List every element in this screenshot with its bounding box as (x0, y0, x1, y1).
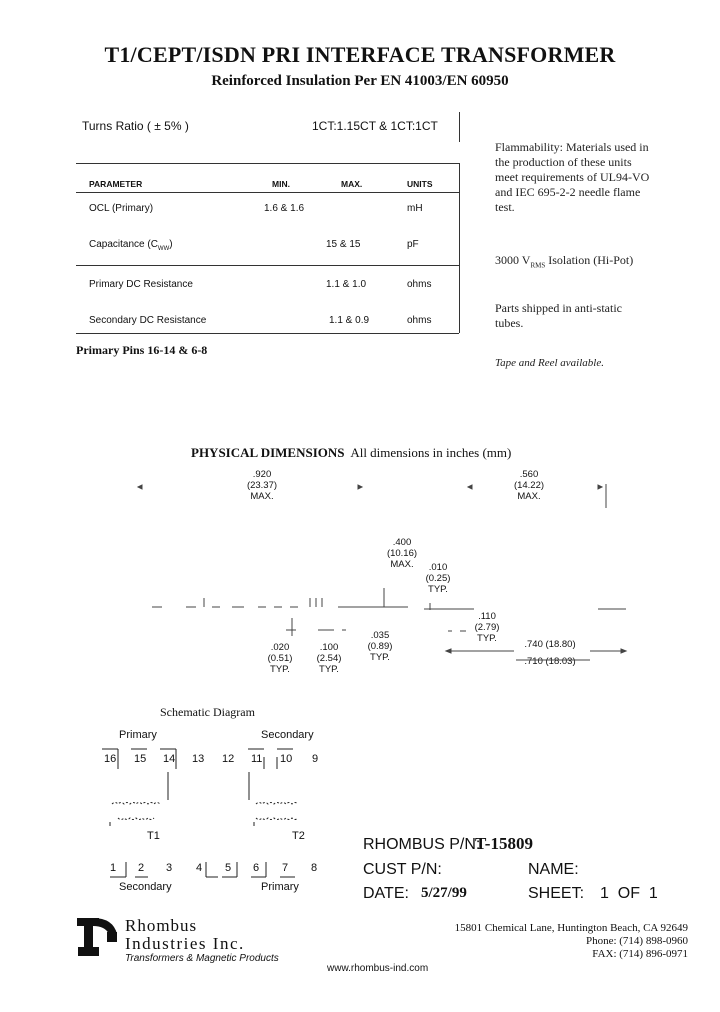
company-name-1: Rhombus (125, 916, 198, 935)
table-cell: 1.1 & 1.0 (326, 279, 367, 290)
note-text: Isolation (Hi-Pot) (545, 253, 634, 267)
schematic-secondary-label-bottom: Secondary (119, 881, 172, 893)
pin-label: 6 (253, 862, 260, 874)
transformer-t2-label: T2 (292, 830, 305, 842)
table-cell: 15 & 15 (326, 239, 361, 250)
table-cell: Secondary DC Resistance (89, 315, 207, 326)
dimensions-heading-bold: PHYSICAL DIMENSIONS (191, 445, 345, 460)
sheet-value: 1 OF 1 (600, 885, 658, 902)
dim-text: .010 (428, 562, 448, 573)
dim-span-min: .710 (18.03) (524, 656, 576, 667)
company-tagline: Transformers & Magnetic Products (125, 953, 279, 964)
name-label: NAME: (528, 861, 579, 878)
note-line: the production of these units (495, 155, 632, 169)
dim-text: .560 (519, 469, 539, 480)
note-line: meet requirements of UL94-VO (495, 170, 650, 184)
page-title: T1/CEPT/ISDN PRI INTERFACE TRANSFORMER (104, 42, 616, 67)
cust-pn-label: CUST P/N: (363, 861, 442, 878)
page-subtitle: Reinforced Insulation Per EN 41003/EN 60950 (211, 73, 509, 89)
dim-text: (10.16) (386, 548, 418, 559)
header-min: MIN. (272, 179, 290, 189)
dim-text: .400 (392, 537, 412, 548)
rhombus-logo-icon (77, 918, 121, 956)
table-cell: ohms (407, 279, 432, 290)
company-phone: Phone: (714) 898-0960 (585, 935, 688, 947)
tape-note: Tape and Reel available. (495, 357, 604, 369)
pin-label: 3 (166, 862, 173, 874)
pin-label: 1 (110, 862, 117, 874)
note-text: 3000 V (495, 253, 531, 267)
date-label: DATE: (363, 885, 409, 902)
turns-ratio-label: Turns Ratio ( ± 5% ) (82, 119, 189, 133)
transformer-t1-label: T1 (147, 830, 160, 842)
dim-text: (2.79) (474, 622, 500, 633)
company-name-2: Industries Inc. (125, 934, 245, 953)
note-line: Flammability: Materials used in (495, 140, 649, 154)
dim-text: (0.89) (367, 641, 393, 652)
header-max: MAX. (341, 179, 363, 189)
company-fax: FAX: (714) 896-0971 (592, 948, 688, 960)
dim-text: TYP. (319, 664, 339, 675)
primary-pins-note: Primary Pins 16-14 & 6-8 (76, 343, 208, 357)
dim-text: (2.54) (316, 653, 342, 664)
table-cell-text: ) (169, 239, 173, 250)
dim-text: (23.37) (246, 480, 278, 491)
dim-text: TYP. (477, 633, 497, 644)
table-cell: OCL (Primary) (89, 203, 154, 214)
note-line: test. (495, 200, 515, 214)
schematic-secondary-label: Secondary (261, 729, 314, 741)
pin-label: 12 (222, 753, 235, 765)
dim-text: TYP. (428, 584, 448, 595)
table-cell-text: Capacitance (C (89, 239, 158, 250)
pin-label: 13 (192, 753, 205, 765)
t2-primary-winding (256, 803, 298, 805)
note-line: Parts shipped in anti-static (495, 301, 622, 315)
pin-label: 10 (280, 753, 293, 765)
dim-text: (14.22) (513, 480, 545, 491)
t1-primary-winding (112, 803, 160, 805)
schematic-title: Schematic Diagram (160, 705, 255, 719)
pin-label: 2 (138, 862, 145, 874)
table-cell: pF (407, 239, 419, 250)
schematic-primary-label: Primary (119, 729, 157, 741)
rhombus-pn-value: T-15809 (475, 834, 533, 853)
dim-text: .110 (478, 611, 496, 622)
pin-label: 7 (282, 862, 289, 874)
dim-text: (0.25) (425, 573, 451, 584)
dim-text: MAX. (517, 491, 541, 502)
table-cell-sub: WW (157, 246, 170, 252)
table-cell: 1.6 & 1.6 (264, 203, 305, 214)
dim-text: (0.51) (267, 653, 293, 664)
table-cell: mH (407, 203, 423, 214)
dim-text: MAX. (250, 491, 274, 502)
t2-secondary-winding (256, 818, 298, 820)
table-cell: 1.1 & 0.9 (329, 315, 370, 326)
sheet-label: SHEET: (528, 885, 585, 902)
pin-label: 8 (311, 862, 318, 874)
note-line: and IEC 695-2-2 needle flame (495, 185, 641, 199)
pin-label: 15 (134, 753, 147, 765)
dim-text: .020 (270, 642, 290, 653)
date-value: 5/27/99 (421, 885, 467, 901)
schematic-primary-label-bottom: Primary (261, 881, 299, 893)
header-units: UNITS (407, 179, 433, 189)
pin-label: 4 (196, 862, 203, 874)
note-sub: RMS (530, 261, 546, 270)
dimensions-heading-rest: All dimensions in inches (mm) (350, 445, 512, 460)
company-address: 15801 Chemical Lane, Huntington Beach, CA 92649 (454, 922, 688, 934)
dim-text: TYP. (270, 664, 290, 675)
dim-text: .100 (319, 642, 339, 653)
pin-label: 11 (251, 753, 263, 765)
dim-text: TYP. (370, 652, 390, 663)
dim-text: .920 (252, 469, 272, 480)
pin-label: 14 (163, 753, 176, 765)
rhombus-pn-label: RHOMBUS P/N: (363, 836, 481, 853)
header-parameter: PARAMETER (89, 179, 143, 189)
turns-ratio-value: 1CT:1.15CT & 1CT:1CT (312, 119, 438, 133)
pin-label: 5 (225, 862, 232, 874)
table-cell: Primary DC Resistance (89, 279, 193, 290)
table-cell: ohms (407, 315, 432, 326)
pin-label: 9 (312, 753, 319, 765)
note-line: tubes. (495, 316, 524, 330)
dim-text: .035 (370, 630, 390, 641)
pin-label: 16 (104, 753, 117, 765)
dim-span-max: .740 (18.80) (524, 639, 576, 650)
dim-text: MAX. (390, 559, 414, 570)
company-website[interactable]: www.rhombus-ind.com (327, 963, 429, 974)
t1-secondary-winding (118, 818, 154, 820)
